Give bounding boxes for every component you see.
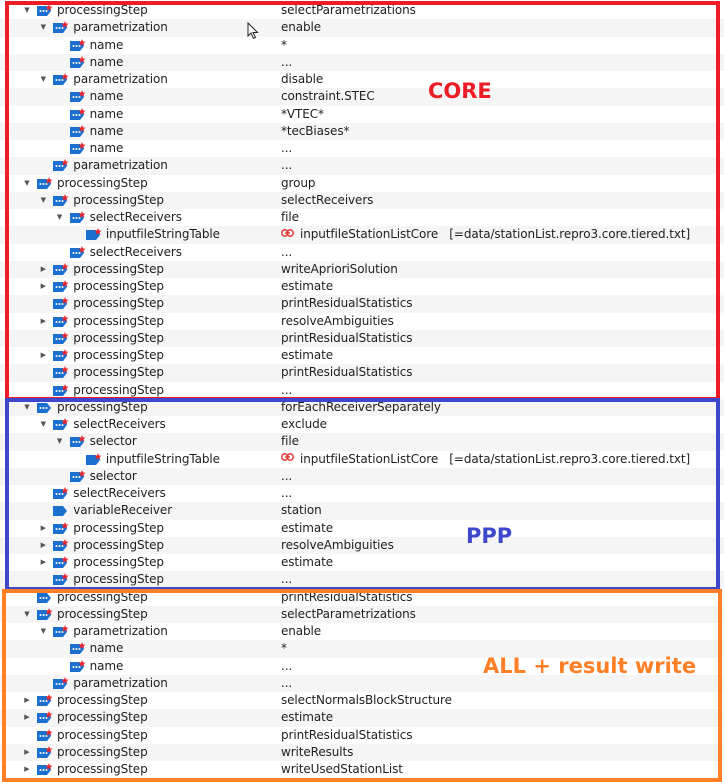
tree-row[interactable] — [0, 640, 724, 657]
complex-element-icon — [69, 142, 86, 155]
element-value[interactable]: estimate — [281, 520, 334, 535]
complex-element-icon — [69, 211, 86, 224]
element-value[interactable]: enable — [281, 624, 322, 638]
complex-element-icon — [52, 332, 69, 345]
element-name: processingStep — [73, 313, 164, 328]
expand-arrow-down-icon[interactable]: ▼ — [24, 6, 30, 14]
tree-row[interactable] — [0, 209, 724, 226]
element-value[interactable]: ... — [281, 572, 293, 587]
element-name: variableReceiver — [73, 503, 173, 518]
tree-row[interactable] — [0, 727, 724, 744]
complex-element-icon — [52, 418, 69, 431]
expand-arrow-right-icon[interactable]: ▶ — [24, 713, 30, 722]
element-value[interactable]: printResidualStatistics — [281, 296, 413, 311]
element-name: processingStep — [57, 710, 148, 725]
element-name: processingStep — [73, 537, 164, 552]
tree-row[interactable] — [0, 537, 724, 554]
element-value[interactable]: ... — [281, 486, 293, 500]
leaf-element-icon — [85, 453, 102, 466]
tree-row[interactable] — [0, 19, 724, 36]
element-value[interactable]: writeAprioriSolution — [281, 261, 398, 276]
tree-row[interactable] — [0, 330, 724, 347]
leaf-element-icon — [85, 228, 102, 241]
expand-arrow-down-icon[interactable]: ▼ — [24, 402, 30, 411]
complex-element-icon — [52, 677, 69, 690]
tree-row[interactable] — [0, 709, 724, 726]
expand-arrow-down-icon[interactable]: ▼ — [56, 437, 63, 446]
tree-row[interactable] — [0, 416, 724, 433]
tree-row[interactable] — [0, 502, 724, 519]
tree-row[interactable] — [0, 157, 724, 174]
element-value[interactable]: printResidualStatistics — [281, 330, 413, 345]
complex-element-icon — [69, 246, 86, 259]
expand-arrow-right-icon[interactable]: ▶ — [40, 523, 46, 532]
tree-row[interactable] — [0, 106, 724, 123]
complex-element-icon — [36, 177, 53, 190]
element-name: name — [89, 123, 124, 138]
element-name: parametrization — [73, 624, 168, 638]
element-value[interactable]: ... — [281, 468, 293, 483]
element-name: selectReceivers — [89, 210, 182, 224]
expand-arrow-down-icon[interactable]: ▼ — [40, 627, 46, 635]
config-tree — [0, 2, 724, 778]
expand-arrow-down-icon[interactable]: ▼ — [40, 195, 46, 204]
element-name: processingStep — [57, 175, 148, 190]
element-value[interactable]: selectNormalsBlockStructure — [281, 693, 452, 707]
element-value[interactable]: ... — [281, 54, 293, 69]
element-name: name — [89, 89, 124, 104]
element-name: processingStep — [57, 744, 148, 759]
tree-row[interactable] — [0, 347, 724, 364]
tree-row[interactable] — [0, 123, 724, 140]
element-name: processingStep — [73, 261, 164, 276]
element-value[interactable]: constraint.STEC — [281, 89, 375, 104]
tree-row[interactable] — [0, 54, 724, 71]
element-value[interactable]: ... — [281, 141, 293, 155]
tree-row[interactable] — [0, 675, 724, 692]
element-name: selector — [89, 434, 137, 449]
element-name: inputfileStringTable — [105, 227, 220, 242]
link-icon — [281, 225, 294, 242]
expand-arrow-right-icon[interactable]: ▶ — [40, 264, 46, 273]
element-value[interactable] — [281, 451, 690, 468]
complex-element-icon — [36, 763, 53, 776]
tree-row[interactable] — [0, 399, 724, 416]
complex-element-icon — [36, 608, 53, 621]
complex-element-icon — [36, 746, 53, 759]
tree-row[interactable] — [0, 313, 724, 330]
tree-row[interactable] — [0, 468, 724, 485]
complex-element-icon — [69, 642, 86, 655]
tree-row[interactable] — [0, 192, 724, 209]
tree-row[interactable] — [0, 433, 724, 450]
link-icon — [281, 449, 294, 466]
tree-row[interactable] — [0, 761, 724, 778]
element-name: processingStep — [73, 365, 164, 380]
complex-element-icon — [52, 73, 69, 86]
complex-element-icon — [52, 194, 69, 207]
complex-element-icon — [36, 4, 53, 17]
element-value[interactable] — [281, 226, 690, 243]
element-value[interactable]: forEachReceiverSeparately — [281, 399, 441, 414]
tree-row[interactable] — [0, 451, 724, 468]
link-value-text: inputfileStationListCore [=data/stationList.repro3.core.tiered.txt] — [300, 451, 691, 466]
tree-row[interactable] — [0, 140, 724, 157]
element-name: selectReceivers — [73, 417, 166, 431]
element-value[interactable]: ... — [281, 675, 293, 690]
element-value[interactable]: estimate — [281, 348, 334, 362]
element-value[interactable]: ... — [281, 244, 293, 259]
complex-element-icon — [52, 539, 69, 552]
complex-element-icon — [52, 315, 69, 328]
complex-element-icon — [52, 159, 69, 172]
expand-arrow-right-icon[interactable]: ▶ — [40, 316, 46, 325]
tree-row[interactable] — [0, 278, 724, 295]
leaf-element-icon — [52, 504, 69, 517]
element-name: name — [89, 54, 124, 69]
element-name: selectReceivers — [73, 486, 166, 500]
element-name: name — [89, 37, 124, 52]
expand-arrow-down-icon[interactable]: ▼ — [40, 23, 46, 32]
tree-row[interactable] — [0, 244, 724, 261]
complex-element-icon — [69, 125, 86, 138]
expand-arrow-down-icon[interactable]: ▼ — [40, 75, 46, 83]
element-value[interactable]: file — [281, 210, 299, 224]
tree-row[interactable] — [0, 88, 724, 105]
element-value[interactable]: ... — [281, 658, 293, 673]
expand-arrow-right-icon[interactable]: ▶ — [24, 696, 30, 704]
tree-row[interactable] — [0, 71, 724, 88]
tree-row[interactable] — [0, 382, 724, 399]
element-name: processingStep — [73, 330, 164, 345]
element-name: processingStep — [73, 279, 164, 293]
element-name: processingStep — [57, 606, 148, 621]
complex-element-icon — [69, 470, 86, 483]
complex-element-icon — [69, 39, 86, 52]
tree-row[interactable] — [0, 175, 724, 192]
element-value[interactable]: selectReceivers — [281, 192, 374, 207]
element-name: processingStep — [73, 572, 164, 587]
tree-row[interactable] — [0, 658, 724, 675]
element-value[interactable]: * — [281, 641, 287, 656]
complex-element-icon — [52, 280, 69, 293]
element-value[interactable]: enable — [281, 20, 322, 35]
element-name: processingStep — [73, 192, 164, 207]
expand-arrow-right-icon[interactable]: ▶ — [40, 282, 46, 290]
core-annotation: CORE — [428, 79, 492, 103]
element-value[interactable]: * — [281, 37, 287, 52]
element-name: selector — [89, 468, 137, 483]
element-value[interactable]: estimate — [281, 555, 334, 569]
tree-row[interactable] — [0, 606, 724, 623]
expand-arrow-right-icon[interactable]: ▶ — [40, 558, 46, 566]
element-name: processingStep — [57, 727, 148, 742]
tree-row[interactable] — [0, 744, 724, 761]
element-name: processingStep — [73, 296, 164, 311]
element-name: selectReceivers — [89, 244, 182, 259]
complex-element-icon — [52, 487, 69, 500]
mouse-cursor-icon — [247, 22, 260, 40]
element-name: name — [89, 658, 124, 673]
element-name: inputfileStringTable — [105, 451, 220, 466]
element-name: processingStep — [73, 555, 164, 569]
complex-element-icon — [36, 694, 53, 707]
complex-element-icon — [52, 384, 69, 397]
link-value-text: inputfileStationListCore [=data/stationList.repro3.core.tiered.txt] — [300, 227, 691, 242]
expand-arrow-right-icon[interactable]: ▶ — [40, 540, 46, 549]
element-name: parametrization — [73, 158, 168, 173]
element-value[interactable]: *tecBiases* — [281, 123, 350, 138]
expand-arrow-right-icon[interactable]: ▶ — [40, 351, 46, 359]
complex-element-icon — [52, 573, 69, 586]
tree-row[interactable] — [0, 520, 724, 537]
tree-row[interactable] — [0, 692, 724, 709]
complex-element-icon — [52, 263, 69, 276]
element-value[interactable]: file — [281, 434, 299, 449]
expand-arrow-down-icon[interactable]: ▼ — [24, 609, 30, 618]
element-name: processingStep — [57, 693, 148, 707]
complex-element-icon — [52, 556, 69, 569]
element-name: processingStep — [73, 382, 164, 397]
element-name: name — [89, 106, 124, 121]
complex-element-icon — [52, 349, 69, 362]
complex-element-icon — [69, 435, 86, 448]
complex-element-icon — [52, 625, 69, 638]
complex-element-icon — [52, 21, 69, 34]
element-value[interactable]: estimate — [281, 710, 334, 725]
element-value[interactable]: estimate — [281, 279, 334, 293]
element-name: processingStep — [57, 3, 148, 17]
complex-element-icon — [52, 366, 69, 379]
complex-element-icon — [52, 297, 69, 310]
expand-arrow-right-icon[interactable]: ▶ — [24, 747, 30, 756]
element-value[interactable]: ... — [281, 382, 293, 397]
complex-element-icon — [36, 729, 53, 742]
complex-element-icon — [36, 711, 53, 724]
expand-arrow-down-icon[interactable]: ▼ — [24, 178, 30, 187]
tree-row[interactable] — [0, 623, 724, 640]
element-value[interactable]: group — [281, 175, 316, 190]
complex-element-icon — [36, 591, 53, 604]
element-value[interactable]: ... — [281, 158, 293, 173]
element-value[interactable]: *VTEC* — [281, 106, 324, 121]
element-value[interactable]: station — [281, 503, 322, 518]
complex-element-icon — [36, 401, 53, 414]
element-value[interactable]: disable — [281, 72, 324, 86]
tree-row[interactable] — [0, 261, 724, 278]
tree-row[interactable] — [0, 2, 724, 19]
element-name: processingStep — [57, 762, 148, 776]
ppp-annotation: PPP — [466, 524, 513, 548]
element-value[interactable]: writeUsedStationList — [281, 762, 403, 776]
element-name: processingStep — [73, 348, 164, 362]
tree-row[interactable] — [0, 571, 724, 588]
element-value[interactable]: printResidualStatistics — [281, 727, 413, 742]
element-value[interactable]: selectParametrizations — [281, 606, 416, 621]
element-name: processingStep — [57, 589, 148, 604]
element-value[interactable]: printResidualStatistics — [281, 589, 413, 604]
element-name: processingStep — [73, 520, 164, 535]
element-name: parametrization — [73, 20, 168, 35]
element-value[interactable]: resolveAmbiguities — [281, 313, 394, 328]
tree-row[interactable] — [0, 554, 724, 571]
tree-row[interactable] — [0, 485, 724, 502]
tree-row[interactable] — [0, 226, 724, 243]
complex-element-icon — [69, 660, 86, 673]
element-name: name — [89, 141, 124, 155]
tree-row[interactable] — [0, 589, 724, 606]
expand-arrow-down-icon[interactable]: ▼ — [40, 420, 46, 428]
element-name: processingStep — [57, 399, 148, 414]
element-value[interactable]: exclude — [281, 417, 327, 431]
element-name: parametrization — [73, 675, 168, 690]
all-annotation: ALL + result write — [483, 654, 697, 678]
expand-arrow-down-icon[interactable]: ▼ — [56, 213, 63, 221]
element-value[interactable]: selectParametrizations — [281, 3, 416, 17]
element-name: name — [89, 641, 124, 656]
element-name: parametrization — [73, 72, 168, 86]
element-value[interactable]: printResidualStatistics — [281, 365, 413, 380]
tree-row[interactable] — [0, 37, 724, 54]
complex-element-icon — [52, 522, 69, 535]
element-value[interactable]: writeResults — [281, 744, 354, 759]
tree-row[interactable] — [0, 364, 724, 381]
tree-row[interactable] — [0, 295, 724, 312]
complex-element-icon — [69, 90, 86, 103]
element-value[interactable]: resolveAmbiguities — [281, 537, 394, 552]
complex-element-icon — [69, 108, 86, 121]
complex-element-icon — [69, 56, 86, 69]
expand-arrow-right-icon[interactable]: ▶ — [24, 765, 30, 773]
